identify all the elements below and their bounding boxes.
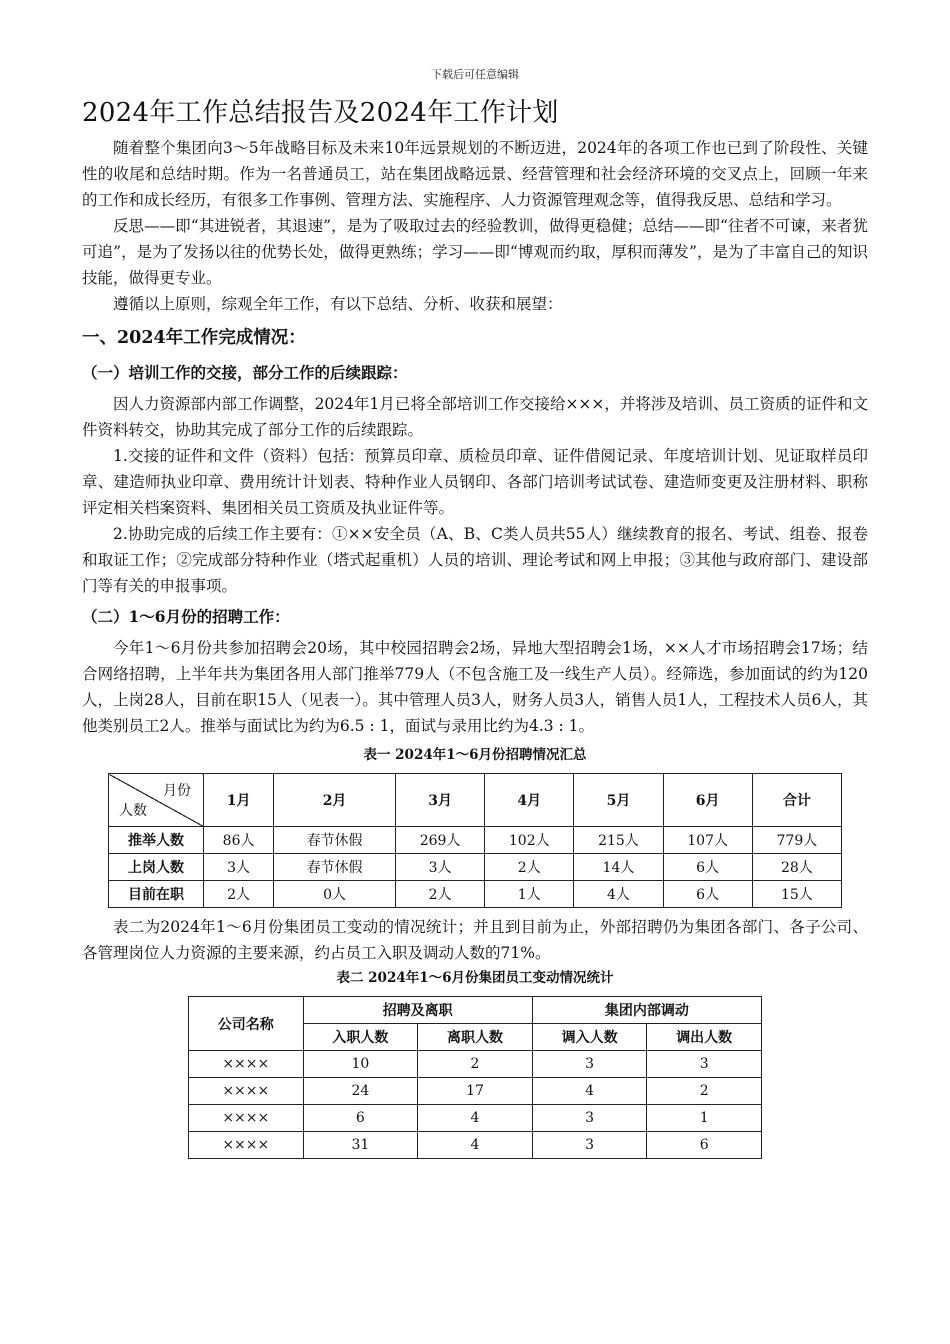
- table-cell: 4人: [574, 881, 663, 908]
- company-name-cell: ××××: [189, 1078, 304, 1105]
- table-row: [109, 854, 842, 881]
- table2-caption: 表二 2024年1～6月份集团员工变动情况统计: [336, 970, 614, 986]
- table1-caption: 表一 2024年1～6月份招聘情况汇总: [363, 747, 587, 763]
- sub1-paragraph-1: 因人力资源部内部工作调整，2024年1月已将全部培训工作交接给×××，并将涉及培训、员工资质的证件和文件资料转交，协助其完成了部分工作的后续跟踪。: [82, 395, 868, 439]
- group-header-recruit: 招聘及离职: [303, 997, 532, 1024]
- table-cell: 31: [303, 1132, 418, 1159]
- table-cell: 3: [532, 1105, 647, 1132]
- table-row: [109, 881, 842, 908]
- intro-paragraph-3: 遵循以上原则，综观全年工作，有以下总结、分析、收获和展望：: [113, 295, 563, 313]
- company-name-cell: ××××: [189, 1105, 304, 1132]
- table-cell: 3: [532, 1132, 647, 1159]
- document-title: 2024年工作总结报告及2024年工作计划: [82, 98, 559, 128]
- table-row: [189, 1105, 762, 1132]
- table-cell: 6: [303, 1105, 418, 1132]
- table-cell: 2人: [204, 881, 274, 908]
- column-header: 6月: [663, 774, 752, 827]
- column-header: 1月: [204, 774, 274, 827]
- document-page: [82, 0, 868, 1159]
- row-label: 上岗人数: [109, 854, 204, 881]
- table-cell: 2人: [395, 881, 484, 908]
- table-cell: 6: [647, 1132, 762, 1159]
- column-header: 调入人数: [532, 1024, 647, 1051]
- column-header: 5月: [574, 774, 663, 827]
- table-cell: 6人: [663, 854, 752, 881]
- table-cell: 28人: [752, 854, 841, 881]
- column-header: 调出人数: [647, 1024, 762, 1051]
- table-cell: 1人: [485, 881, 574, 908]
- table-cell: 14人: [574, 854, 663, 881]
- table-cell: 4: [418, 1132, 533, 1159]
- table-cell: 1: [647, 1105, 762, 1132]
- company-name-cell: ××××: [189, 1051, 304, 1078]
- table-cell: 107人: [663, 827, 752, 854]
- table-cell: 4: [532, 1078, 647, 1105]
- column-header: 2月: [274, 774, 396, 827]
- table-row: [189, 1132, 762, 1159]
- table-cell: 春节休假: [274, 854, 396, 881]
- table-cell: 269人: [395, 827, 484, 854]
- table-cell: 3人: [395, 854, 484, 881]
- column-header: 4月: [485, 774, 574, 827]
- column-header: 离职人数: [418, 1024, 533, 1051]
- sub1-paragraph-3: 2.协助完成的后续工作主要有：①××安全员（A、B、C类人员共55人）继续教育的报名、考试、组卷、报卷和取证工作；②完成部分特种作业（塔式起重机）人员的培训、理论考试和网上申报；③其他与政府部门、建设部门等有关的申报事项。: [82, 525, 868, 595]
- table-cell: 215人: [574, 827, 663, 854]
- sub2-paragraph: 今年1～6月份共参加招聘会20场，其中校园招聘会2场，异地大型招聘会1场，××人才市场招聘会17场；结合网络招聘，上半年共为集团各用人部门推举779人（不包含施工及一线生产人员）。经筛选，参加面试的约为120人，上岗28人，目前在职15人（见表一）。其中管理人员3人，财务人员3人，销售人员1人，工程技术人员6人，其他类别员工2人。推举与面试比为约为6.5 : 1，面试与录用比约为4.3 : 1。: [82, 639, 868, 735]
- corner-label-count: 人数: [119, 803, 147, 819]
- section-heading-1: 一、2024年工作完成情况：: [82, 328, 306, 348]
- table-cell: 3: [532, 1051, 647, 1078]
- table-cell: 15人: [752, 881, 841, 908]
- table-cell: 2: [647, 1078, 762, 1105]
- company-name-cell: ××××: [189, 1132, 304, 1159]
- table-cell: 24: [303, 1078, 418, 1105]
- table-header-row: [109, 774, 842, 827]
- table2-intro-paragraph: 表二为2024年1～6月份集团员工变动的情况统计；并且到目前为止，外部招聘仍为集团各部门、各子公司、各管理岗位人力资源的主要来源，约占员工入职及调动人数的71%。: [82, 918, 868, 962]
- table-row: [109, 827, 842, 854]
- table-cell: 10: [303, 1051, 418, 1078]
- row-label: 目前在职: [109, 881, 204, 908]
- column-header: 3月: [395, 774, 484, 827]
- table-cell: 3人: [204, 854, 274, 881]
- table-cell: 6人: [663, 881, 752, 908]
- subsection-heading-2: （二）1～6月份的招聘工作：: [82, 607, 290, 626]
- table-cell: 17: [418, 1078, 533, 1105]
- header-note: 下载后可任意编辑: [431, 68, 519, 81]
- company-name-header: 公司名称: [189, 997, 304, 1051]
- staff-change-table: [188, 996, 762, 1159]
- table-cell: 86人: [204, 827, 274, 854]
- corner-label-month: 月份: [163, 783, 191, 799]
- table-cell: 2: [418, 1051, 533, 1078]
- sub1-paragraph-2: 1.交接的证件和文件（资料）包括：预算员印章、质检员印章、证件借阅记录、年度培训计划、见证取样员印章、建造师执业印章、费用统计计划表、特种作业人员钢印、各部门培训考试试卷、建造师变更及注册材料、职称评定相关档案资料、集团相关员工资质及执业证件等。: [82, 447, 868, 517]
- diagonal-header-cell: [109, 774, 204, 827]
- table-cell: 779人: [752, 827, 841, 854]
- table-cell: 4: [418, 1105, 533, 1132]
- subsection-heading-1: （一）培训工作的交接，部分工作的后续跟踪：: [82, 363, 408, 382]
- table-cell: 2人: [485, 854, 574, 881]
- row-label: 推举人数: [109, 827, 204, 854]
- table-row: [189, 1051, 762, 1078]
- column-header: 入职人数: [303, 1024, 418, 1051]
- recruitment-summary-table: [108, 773, 842, 908]
- table-header-row: [189, 997, 762, 1024]
- table-cell: 春节休假: [274, 827, 396, 854]
- column-header: 合计: [752, 774, 841, 827]
- intro-paragraph-1: 随着整个集团向3～5年战略目标及未来10年远景规划的不断迈进，2024年的各项工作也已到了阶段性、关键性的收尾和总结时期。作为一名普通员工，站在集团战略远景、经营管理和社会经济环境的交叉点上，回顾一年来的工作和成长经历，有很多工作事例、管理方法、实施程序、人力资源管理观念等，值得我反思、总结和学习。: [82, 139, 868, 209]
- group-header-transfer: 集团内部调动: [532, 997, 761, 1024]
- intro-paragraph-2: 反思——即“其进锐者，其退速”，是为了吸取过去的经验教训，做得更稳健；总结——即“往者不可谏，来者犹可追”，是为了发扬以往的优势长处，做得更熟练；学习——即“博观而约取，厚积而薄发”，是为了丰富自己的知识技能，做得更专业。: [82, 217, 868, 287]
- table-cell: 3: [647, 1051, 762, 1078]
- table-row: [189, 1078, 762, 1105]
- table-cell: 0人: [274, 881, 396, 908]
- table-cell: 102人: [485, 827, 574, 854]
